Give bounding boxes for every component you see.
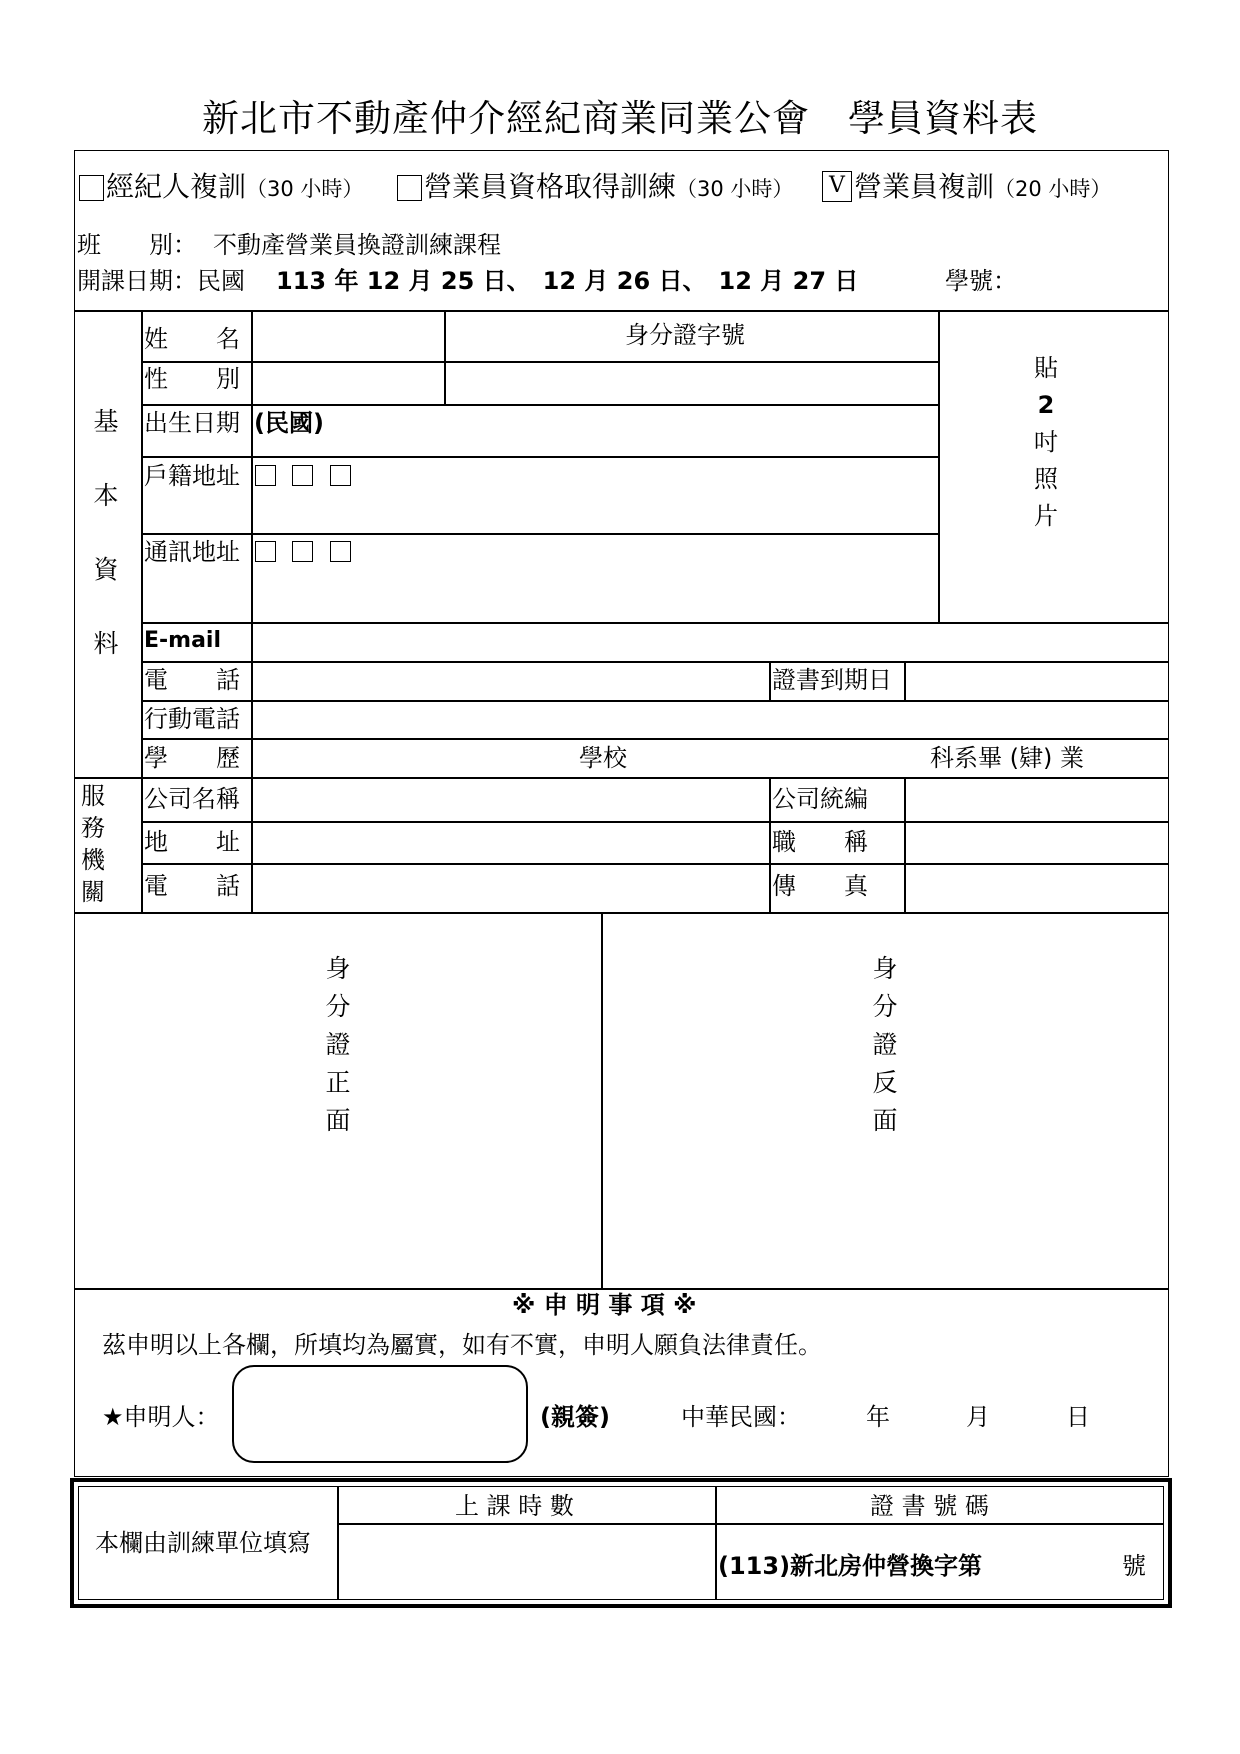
divider xyxy=(74,912,1169,914)
divider xyxy=(141,738,1169,740)
tax-id-label: 公司統編 xyxy=(772,785,868,813)
gender-field[interactable] xyxy=(253,363,442,403)
signature-box[interactable] xyxy=(232,1365,528,1463)
checkbox-broker-refresher[interactable] xyxy=(79,175,104,201)
cert-number-suffix: 號 xyxy=(1122,1552,1146,1580)
company-address-field[interactable] xyxy=(253,823,767,862)
option-agent-refresher: 營業員複訓（20 小時） xyxy=(854,170,1112,203)
birth-hint: (民國) xyxy=(254,409,324,437)
email-label: E-mail xyxy=(144,628,222,653)
signature-hint: (親簽) xyxy=(540,1403,610,1431)
id-number-field[interactable] xyxy=(446,363,936,403)
course-date-label: 開課日期：民國 xyxy=(77,267,245,295)
id-number-label: 身分證字號 xyxy=(625,321,745,349)
divider xyxy=(74,1288,1169,1290)
month-label: 月 xyxy=(966,1403,990,1431)
department-label: 科系畢 (肄) 業 xyxy=(930,744,1084,772)
gender-label: 性 別 xyxy=(144,365,240,393)
cert-expiry-label: 證書到期日 xyxy=(772,666,892,694)
company-name-label: 公司名稱 xyxy=(144,785,240,813)
basic-info-section-label: 基 本 資 料 xyxy=(93,407,119,658)
postal-code-box[interactable] xyxy=(330,465,351,486)
fax-field[interactable] xyxy=(906,865,1167,911)
divider xyxy=(769,661,771,700)
cert-number-prefix: (113)新北房仲營換字第 xyxy=(718,1552,983,1580)
company-address-label: 地 址 xyxy=(144,828,240,856)
roc-date-label: 中華民國： xyxy=(681,1403,801,1431)
photo-placeholder[interactable]: 貼 2 吋 照 片 xyxy=(1034,354,1058,530)
declarant-label: ★申明人： xyxy=(102,1403,220,1431)
company-name-field[interactable] xyxy=(253,779,767,820)
divider xyxy=(769,777,771,912)
name-field[interactable] xyxy=(253,312,442,360)
checkbox-agent-refresher[interactable] xyxy=(822,171,852,202)
company-phone-field[interactable] xyxy=(253,865,767,911)
postal-code-box[interactable] xyxy=(292,541,313,562)
id-card-back-area[interactable]: 身 分 證 反 面 xyxy=(872,954,898,1135)
student-no-label: 學號： xyxy=(945,267,1017,295)
phone-field[interactable] xyxy=(253,663,767,699)
name-label: 姓 名 xyxy=(144,325,240,353)
divider xyxy=(601,912,603,1288)
course-date-value: 113 年 12 月 25 日、 12 月 26 日、 12 月 27 日 xyxy=(276,267,859,295)
company-phone-label: 電 話 xyxy=(144,872,240,900)
id-card-front-area[interactable]: 身 分 證 正 面 xyxy=(325,954,351,1135)
cert-number-header: 證 書 號 碼 xyxy=(870,1492,989,1520)
class-value: 不動產營業員換證訓練課程 xyxy=(213,231,501,259)
postal-code-box[interactable] xyxy=(330,541,351,562)
divider xyxy=(141,456,939,458)
school-label: 學校 xyxy=(579,744,627,772)
position-field[interactable] xyxy=(906,823,1167,862)
checkbox-agent-qualification[interactable] xyxy=(397,175,422,201)
option-agent-qualification: 營業員資格取得訓練（30 小時） xyxy=(424,170,794,203)
check-mark-icon: V xyxy=(829,173,845,198)
day-label: 日 xyxy=(1066,1403,1090,1431)
divider xyxy=(141,310,143,912)
form-name: 學員資料表 xyxy=(848,97,1038,140)
cert-expiry-field[interactable] xyxy=(906,663,1167,699)
email-field[interactable] xyxy=(253,624,1167,660)
mailing-address-label: 通訊地址 xyxy=(144,538,240,566)
tax-id-field[interactable] xyxy=(906,779,1167,820)
class-label: 班 別： xyxy=(77,231,197,259)
hours-field[interactable] xyxy=(339,1525,713,1598)
household-address-label: 戶籍地址 xyxy=(144,462,240,490)
page-title xyxy=(0,88,1240,142)
hours-header: 上 課 時 數 xyxy=(455,1492,574,1520)
declaration-heading: ※ 申 明 事 項 ※ xyxy=(512,1291,697,1319)
service-section-label: 服 務 機 關 xyxy=(81,782,105,906)
education-label: 學 歷 xyxy=(144,744,240,772)
divider xyxy=(141,533,939,535)
mobile-field[interactable] xyxy=(253,702,1167,737)
postal-code-box[interactable] xyxy=(255,465,276,486)
org-name: 新北市不動產仲介經紀商業同業公會 xyxy=(202,97,810,140)
postal-code-box[interactable] xyxy=(255,541,276,562)
divider xyxy=(74,310,1169,312)
position-label: 職 稱 xyxy=(772,828,868,856)
mobile-label: 行動電話 xyxy=(144,705,240,733)
declaration-text: 茲申明以上各欄，所填均為屬實，如有不實，申明人願負法律責任。 xyxy=(102,1331,822,1359)
office-use-label: 本欄由訓練單位填寫 xyxy=(95,1529,311,1557)
phone-label: 電 話 xyxy=(144,666,240,694)
divider xyxy=(141,404,939,406)
divider xyxy=(938,310,940,622)
fax-label: 傳 真 xyxy=(772,872,868,900)
divider xyxy=(715,1486,717,1600)
year-label: 年 xyxy=(866,1403,890,1431)
option-broker-refresher: 經紀人複訓（30 小時） xyxy=(106,170,364,203)
postal-code-box[interactable] xyxy=(292,465,313,486)
birth-label: 出生日期 xyxy=(144,409,240,437)
